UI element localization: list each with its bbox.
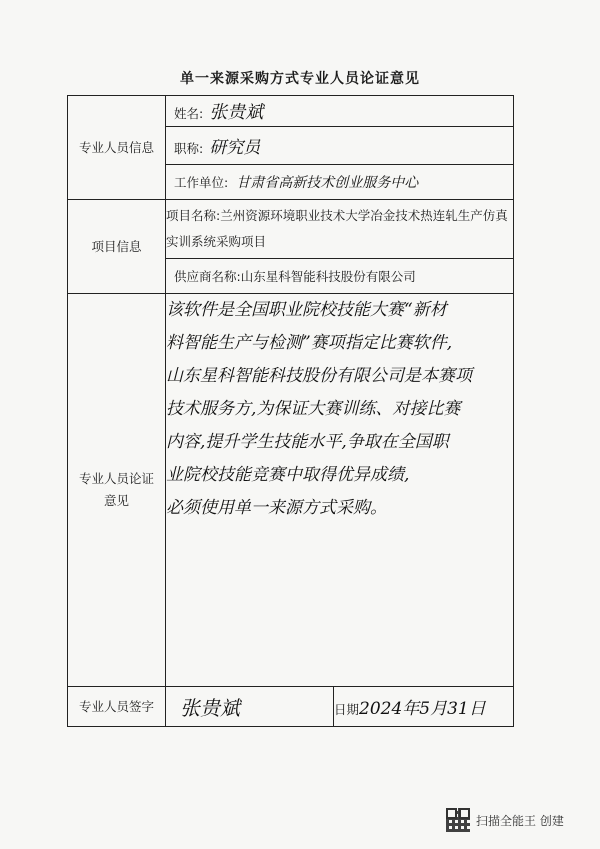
supplier-label: 供应商名称: xyxy=(174,269,241,284)
argument-form-table xyxy=(67,95,514,727)
name-handwritten: 张贵斌 xyxy=(209,102,264,123)
name-row xyxy=(68,96,514,127)
project-name-label: 项目名称: xyxy=(166,208,221,223)
signature-row xyxy=(68,687,514,727)
project-name-cell xyxy=(166,200,514,259)
project-info-label: 项目信息 xyxy=(68,200,166,294)
supplier-value: 山东星科智能科技股份有限公司 xyxy=(240,269,416,284)
opinion-line: 业院校技能竞赛中取得优异成绩, xyxy=(166,465,410,485)
unit-handwritten: 甘肃省高新技术创业服务中心 xyxy=(236,175,419,191)
title-cell xyxy=(166,127,514,165)
unit-label: 工作单位: xyxy=(174,175,229,190)
supplier-cell xyxy=(166,259,514,294)
opinion-line: 该软件是全国职业院校技能大赛“新材 xyxy=(166,300,447,320)
title-handwritten: 研究员 xyxy=(209,138,261,158)
document-title: 单一来源采购方式专业人员论证意见 xyxy=(180,71,420,87)
opinion-label xyxy=(68,294,166,687)
name-cell xyxy=(166,96,514,127)
unit-cell xyxy=(166,165,514,200)
opinion-row xyxy=(68,294,514,687)
opinion-line: 技术服务方,为保证大赛训练、对接比赛 xyxy=(166,399,461,419)
project-name-row xyxy=(68,200,514,259)
qr-code-icon xyxy=(446,808,470,832)
project-name-value: 兰州资源环境职业技术大学冶金技术热连轧生产仿真实训系统采购项目 xyxy=(166,208,508,249)
opinion-line: 料智能生产与检测”赛项指定比赛软件, xyxy=(166,333,453,353)
signature-label: 专业人员签字 xyxy=(68,687,166,727)
scanner-watermark xyxy=(446,808,564,832)
date-handwritten: 2024年5月31日 xyxy=(359,699,486,719)
opinion-line: 山东星科智能科技股份有限公司是本赛项 xyxy=(166,366,472,386)
opinion-line: 内容,提升学生技能水平,争取在全国职 xyxy=(166,432,449,452)
date-label: 日期 xyxy=(334,702,360,717)
opinion-label-line2: 意见 xyxy=(103,493,129,508)
title-label: 职称: xyxy=(174,141,204,156)
opinion-label-line1: 专业人员论证 xyxy=(78,471,154,486)
opinion-text xyxy=(166,294,514,687)
name-label: 姓名: xyxy=(174,106,204,121)
signature-cell xyxy=(166,687,334,727)
scanner-watermark-text: 扫描全能王 创建 xyxy=(476,813,564,828)
signature-handwritten: 张贵斌 xyxy=(180,696,240,720)
opinion-line: 必须使用单一来源方式采购。 xyxy=(166,498,387,518)
date-cell xyxy=(334,687,514,727)
expert-info-label: 专业人员信息 xyxy=(68,96,166,200)
